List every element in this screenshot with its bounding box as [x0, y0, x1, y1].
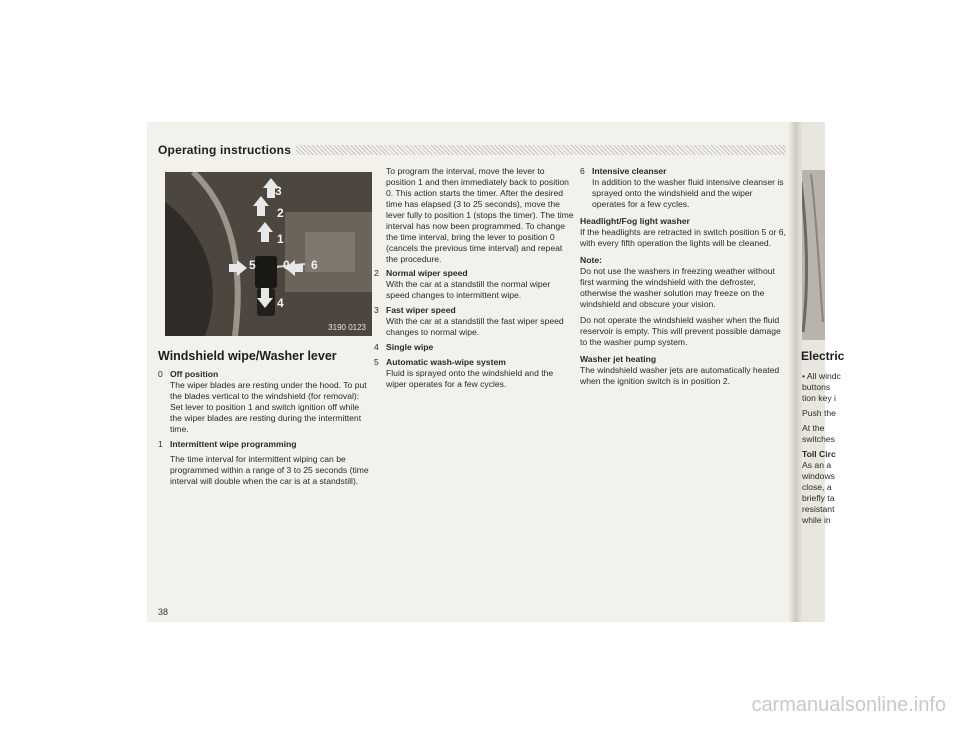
next-page-line: buttons	[802, 382, 831, 392]
item-number: 6	[580, 166, 585, 176]
item-text: In addition to the washer fluid intensive cleanser is sprayed onto the windshield and the wiper operates for a few cycles.	[592, 177, 784, 209]
next-page-subtitle: Toll Circ	[802, 449, 836, 459]
item-title: Single wipe	[386, 342, 434, 352]
item-text: With the car at a standstill the fast wiper speed changes to normal wipe.	[386, 316, 564, 337]
item-title: Off position	[170, 369, 219, 379]
item-number: 1	[158, 439, 163, 449]
item-title: Automatic wash-wipe system	[386, 357, 506, 367]
figure-label-3: 3	[275, 184, 282, 198]
intro-paragraph: To program the interval, move the lever to position 1 and then immediately back to position 0. This action starts the timer. After the desired time has elapsed (3 to 25 seconds), move the lever fully to position 1 (stops the timer). The time interval has now been programmed. To change the time interval, bring the lever to position 0 (cancels the previous time interval) and repeat the procedure.	[386, 166, 574, 264]
next-page-line: tion key i	[802, 393, 836, 403]
note-text-2: Do not operate the windshield washer when the fluid reservoir is empty. This will prevent possible damage to the washer pump system.	[580, 315, 781, 347]
note-title: Note:	[580, 255, 602, 265]
list-item	[580, 166, 788, 210]
washer-jet-title: Washer jet heating	[580, 354, 657, 364]
list-item	[374, 305, 574, 338]
item-title: Fast wiper speed	[386, 305, 456, 315]
next-page-line: • All windc	[802, 371, 841, 381]
next-page-line: switches	[802, 434, 835, 444]
header-title: Operating instructions	[158, 143, 292, 157]
list-item	[158, 369, 370, 435]
next-page-line: resistant	[802, 504, 835, 514]
next-page-line: At the	[802, 423, 825, 433]
item-number: 0	[158, 369, 163, 379]
next-page-line: briefly ta	[802, 493, 835, 503]
next-page-line: close, a	[802, 482, 832, 492]
figure-label-5: 5	[249, 258, 256, 272]
watermark-text: carmanualsonline.info	[751, 694, 946, 716]
column-1	[158, 369, 370, 491]
item-text: The time interval for intermittent wiping can be programmed within a range of 3 to 25 seconds (time interval will double when the car is at a standstill).	[170, 454, 369, 486]
figure-code: 3190 0123	[328, 323, 366, 332]
next-page-line: windows	[802, 471, 835, 481]
column-2	[374, 166, 574, 394]
list-item	[158, 439, 370, 487]
next-page-title: Electric	[801, 349, 845, 363]
item-number: 4	[374, 342, 379, 352]
item-text: Fluid is sprayed onto the windshield and the wiper operates for a few cycles.	[386, 368, 554, 389]
item-title: Normal wiper speed	[386, 268, 468, 278]
section-title: Windshield wipe/Washer lever	[158, 349, 337, 363]
item-text: With the car at a standstill the normal wiper speed changes to intermittent wipe.	[386, 279, 551, 300]
item-title: Intermittent wipe programming	[170, 439, 297, 449]
list-item	[374, 268, 574, 301]
item-title: Intensive cleanser	[592, 166, 667, 176]
figure-label-4: 4	[277, 296, 284, 310]
page-number: 38	[158, 607, 169, 617]
header-rule	[296, 145, 786, 155]
item-number: 3	[374, 305, 379, 315]
watermark	[0, 694, 960, 717]
next-page-line: while in	[802, 515, 831, 525]
item-number: 2	[374, 268, 379, 278]
item-text: The wiper blades are resting under the hood. To put the blades vertical to the windshield (for removal): Set lever to position 1 and switch ignition off while the wiper blades are resting during the intermittent time.	[170, 380, 367, 434]
list-item	[374, 342, 574, 353]
headlight-washer-text: If the headlights are retracted in switch position 5 or 6, with every fifth operation the lights will be cleaned.	[580, 227, 786, 248]
figure-label-2: 2	[277, 206, 284, 220]
next-page-line: As an a	[802, 460, 832, 470]
headlight-washer-title: Headlight/Fog light washer	[580, 216, 690, 226]
list-item	[374, 357, 574, 390]
item-number: 5	[374, 357, 379, 367]
note-text-1: Do not use the washers in freezing weather without first warming the windshield with the defroster, otherwise the washer solution may freeze on the windshield and obscure your vision.	[580, 266, 775, 309]
column-3	[580, 166, 788, 390]
next-page-line: Push the	[802, 408, 836, 418]
wiper-lever-figure	[165, 172, 372, 336]
figure-label-6: 6	[311, 258, 318, 272]
washer-jet-text: The windshield washer jets are automatically heated when the ignition switch is in position 2.	[580, 365, 780, 386]
figure-label-1: 1	[277, 232, 284, 246]
page-gutter	[788, 122, 802, 622]
figure-label-0: 0	[283, 258, 290, 272]
